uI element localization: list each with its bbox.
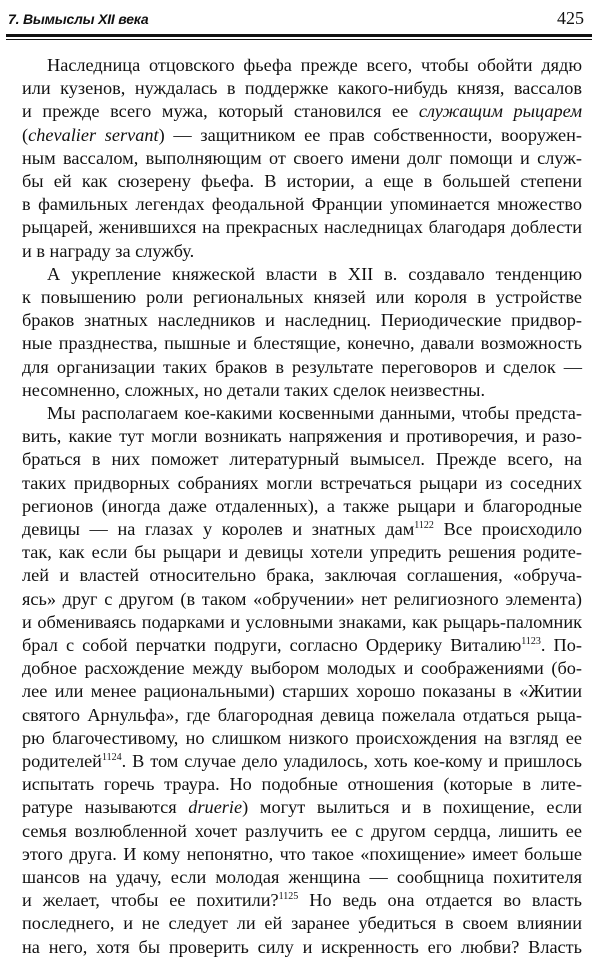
text-line (22, 239, 582, 263)
text-segment: ным вассалом, выполняющим от своего имени долг помощи и служ- (22, 147, 582, 168)
text-line (22, 703, 582, 727)
text-line (22, 123, 582, 147)
italic-text: druerie (188, 797, 243, 818)
header-rule-thin (6, 39, 592, 40)
text-line (22, 679, 582, 703)
text-line (22, 587, 582, 611)
text-line (47, 262, 582, 286)
text-segment: бы ей как сюзерену фьефа. В истории, а еще в большей степени (22, 171, 582, 191)
text-segment: шансов на удачу, если молодая женщина — сообщница похитителя (22, 867, 582, 887)
footnote-ref: 1123 (521, 635, 541, 647)
page-number: 425 (557, 8, 584, 28)
text-line (22, 76, 582, 100)
text-line (22, 726, 582, 750)
text-line (22, 865, 582, 889)
text-line (22, 819, 582, 843)
text-segment: ) могут вылиться и в похищение, если (242, 797, 582, 818)
text-segment: девицы — на глазах у королев и знатных дам (22, 519, 415, 539)
text-line (22, 888, 582, 912)
text-line (22, 935, 582, 959)
text-line (22, 471, 582, 495)
text-segment: и в награду за службу. (22, 240, 195, 261)
text-line (22, 517, 582, 541)
text-line (22, 842, 582, 866)
text-line (22, 610, 582, 634)
text-segment: браков знатных наследников и наследниц. Периодические придвор- (22, 310, 582, 331)
text-segment: ные празднества, пышные и блестящие, конечно, давали возможность (22, 333, 582, 354)
text-segment: семья возлюбленной хочет разлучить ее с другом сердца, лишить ее (22, 820, 582, 841)
text-segment: святого Арнульфа», где благородная девица пожелала отдаться рыца- (22, 704, 582, 725)
text-segment: ( (22, 124, 29, 145)
text-segment: Но ведь она отдается во власть (298, 890, 583, 911)
text-segment: и желает, чтобы ее похитили? (22, 890, 279, 911)
text-segment: Мы располагаем кое-какими косвенными данными, чтобы предста- (47, 403, 582, 423)
text-line (22, 447, 582, 471)
text-segment: вить, какие тут могли возникать напряжения и противоречия, и разо- (22, 426, 582, 447)
running-title: 7. Вымыслы XII века (8, 11, 149, 27)
footnote-ref: 1125 (278, 891, 299, 903)
text-segment: Наследница отцовского фьефа прежде всего, чтобы обойти дядю (47, 55, 582, 75)
text-segment: к повышению роли региональных князей или короля в устройстве (22, 287, 582, 307)
text-segment: добное расхождение между выбором молодых и соображениями (бо- (22, 658, 582, 679)
text-segment: рыцарей, женившихся на прекрасных наследницах благодаря доблести (22, 217, 582, 238)
text-segment: лей и властей относительно брака, заключая соглашения, «обруча- (22, 565, 582, 586)
text-segment: испытать горечь траура. Но подобные отношения (которые в лите- (22, 774, 582, 795)
text-line (22, 563, 582, 587)
text-line (22, 656, 582, 680)
italic-text: служащим рыцарем (418, 101, 583, 122)
text-segment: и прежде всего мужа, который становился ее (22, 101, 419, 122)
text-segment: брал с собой перчатки подруги, согласно Ордерику Виталию (22, 635, 522, 655)
footnote-ref: 1124 (101, 751, 122, 763)
text-segment: регионов (иногда даже отдаленных), а также рыцари и благородные (22, 495, 582, 516)
text-line (22, 378, 582, 402)
footnote-ref: 1122 (414, 519, 434, 531)
text-line (22, 192, 582, 216)
text-segment: . По- (540, 635, 582, 655)
text-segment: или кузенов, нуждалась в поддержке какого-нибудь князя, вассалов (22, 78, 582, 99)
text-line (22, 749, 582, 773)
text-line (22, 146, 582, 170)
text-line (22, 494, 582, 518)
header-rule (6, 34, 592, 37)
text-line (22, 795, 582, 819)
text-line (22, 355, 582, 379)
text-segment: так, как если бы рыцари и девицы хотели упредить решения родите- (22, 542, 582, 563)
text-line (22, 633, 582, 657)
text-segment: на него, хотя бы проверить силу и искренность его любви? Власть (22, 936, 582, 957)
text-line (22, 911, 582, 935)
text-line (22, 215, 582, 239)
text-segment: для организации таких браков в результате переговоров и сделок — (22, 356, 582, 377)
text-line (22, 308, 582, 332)
text-line (22, 424, 582, 448)
text-segment: родителей (22, 751, 102, 771)
text-segment: ратуре называются (22, 797, 189, 818)
text-segment: А укрепление княжеской власти в XII в. создавало тенденцию (47, 263, 582, 284)
text-segment: лее или менее рациональными) старших хорошо показаны в «Житии (22, 681, 582, 702)
text-segment: ясь» друг с другом (в таком «обручении» нет религиозного элемента) (22, 588, 582, 609)
text-line (22, 540, 582, 564)
text-line (22, 331, 582, 355)
text-line (22, 772, 582, 796)
text-segment: этого друга. И кому непонятно, что такое «похищение» имеет больше (22, 843, 582, 864)
text-segment: несомненно, сложных, но детали таких сделок неизвестны. (22, 379, 486, 400)
text-segment: таких придворных собраниях могли встречаться рыцари из соседних (22, 472, 582, 493)
text-line (22, 285, 582, 309)
text-segment: последнего, и не следует ли ей заранее убедиться в своем влиянии (22, 913, 582, 934)
text-segment: ) — защитником ее прав собственности, вооружен- (158, 124, 582, 145)
text-segment: в фамильных легендах феодальной Франции упоминается множество (22, 194, 582, 215)
text-line (47, 401, 582, 425)
text-segment: Все происходило (433, 519, 583, 539)
text-line (22, 169, 582, 193)
text-segment: и обмениваясь подарками и условными знаками, как рыцарь-паломник (22, 611, 582, 632)
text-segment: браться в них поможет литературный вымысел. Прежде всего, на (22, 449, 582, 470)
text-line (22, 99, 582, 123)
text-segment: рю благочестивому, но слишком низкого происхождения на взгляд ее (22, 727, 582, 748)
text-segment: . В том случае дело уладилось, хоть кое-кому и пришлось (121, 751, 582, 771)
italic-text: chevalier servant (28, 124, 159, 145)
text-line (47, 53, 582, 77)
